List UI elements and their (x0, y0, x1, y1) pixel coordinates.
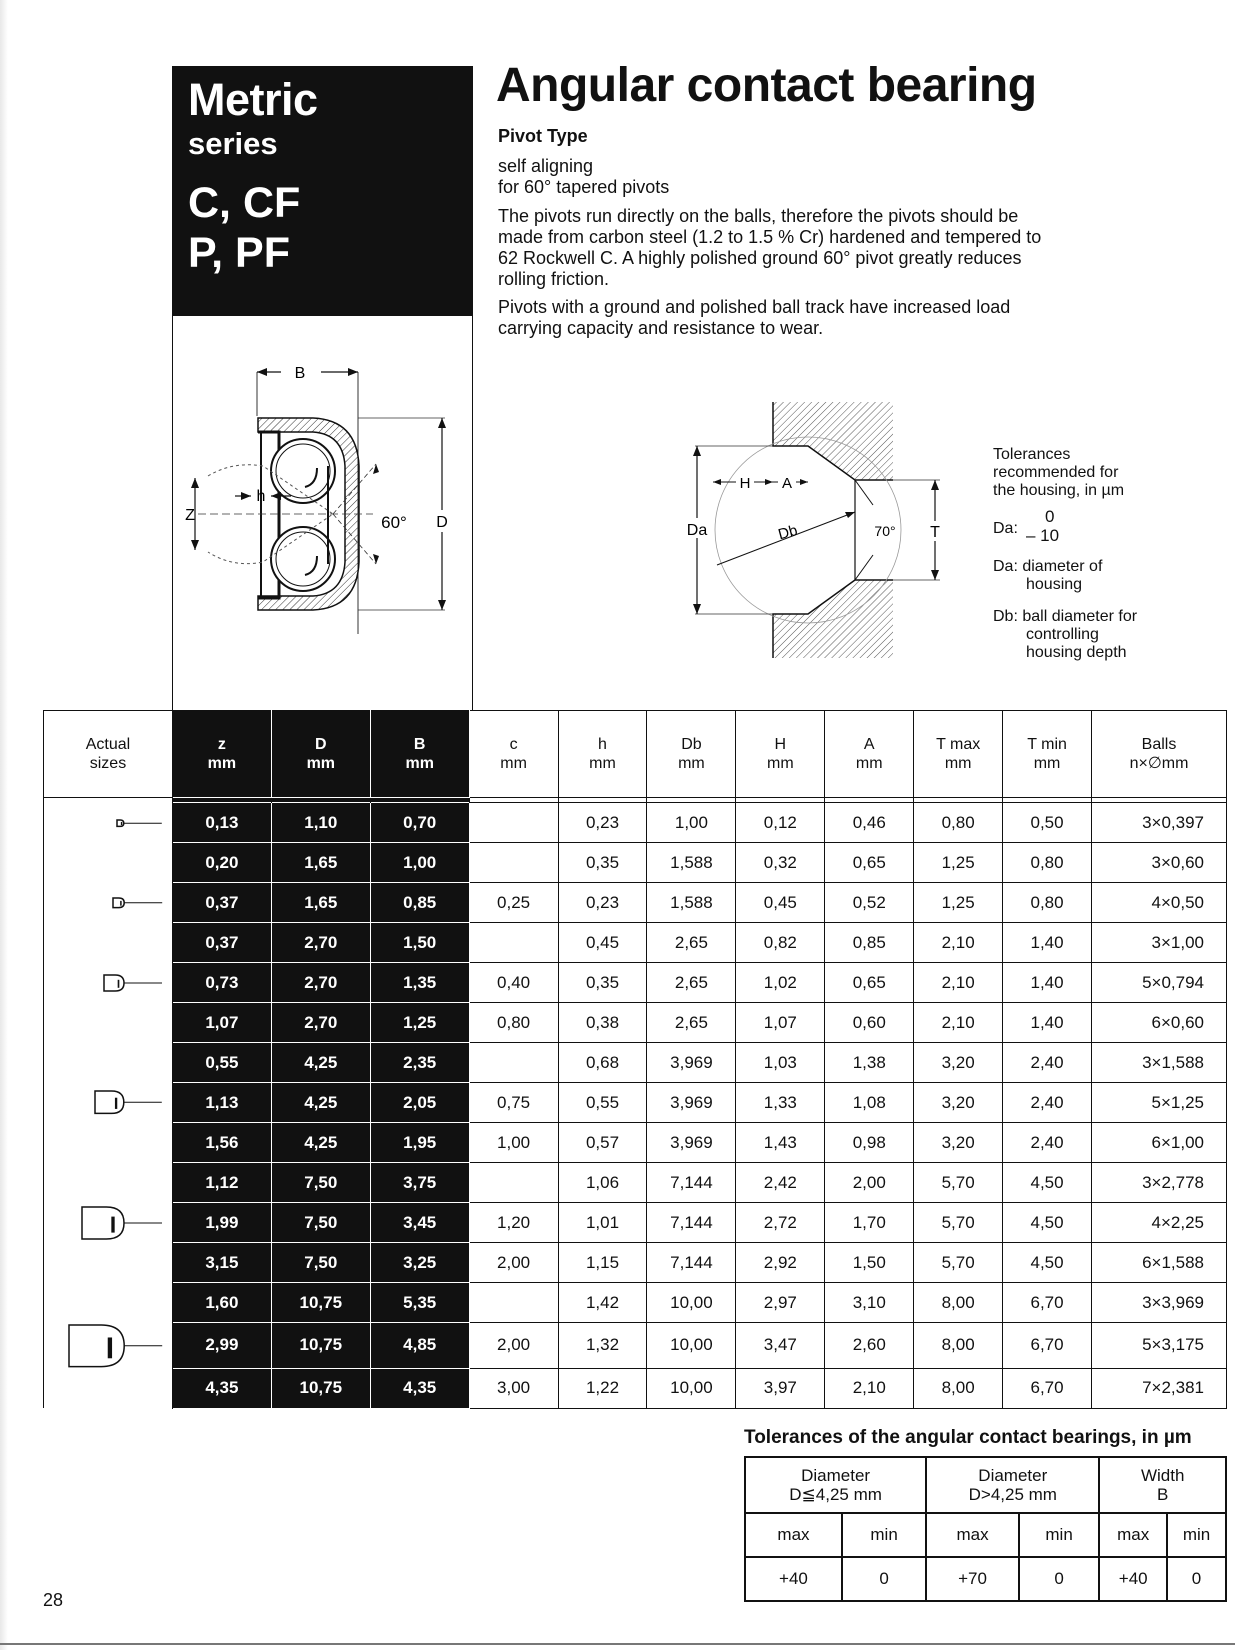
tol-group-diameter-small: Diameter D≦4,25 mm (745, 1457, 926, 1513)
table-cell-z: 1,13 (172, 1083, 271, 1123)
header-h: h mm (558, 711, 647, 798)
table-cell-balls: 5×1,25 (1092, 1083, 1227, 1123)
bearing-size-icon (93, 1089, 164, 1115)
tol-subheader-row (745, 1513, 1226, 1557)
housing-cross-section-diagram (665, 400, 955, 662)
actual-size-cell (44, 1203, 173, 1243)
table-cell-db: 10,00 (647, 1368, 736, 1408)
table-cell-b: 1,95 (370, 1123, 469, 1163)
table-cell-t-max: 5,70 (914, 1243, 1003, 1283)
table-cell-t-min: 0,50 (1003, 803, 1092, 843)
table-cell-c: 2,00 (469, 1243, 558, 1283)
table-cell-db: 3,969 (647, 1043, 736, 1083)
table-cell-b: 1,25 (370, 1003, 469, 1043)
bearing-tolerances-title: Tolerances of the angular contact bearings, in µm (744, 1427, 1192, 1448)
header-balls: Balls n×∅mm (1092, 711, 1227, 798)
table-cell-b: 3,75 (370, 1163, 469, 1203)
table-cell-c: 0,40 (469, 963, 558, 1003)
series-types-line2: P, PF (188, 229, 290, 277)
table-cell-z: 0,55 (172, 1043, 271, 1083)
table-cell-db: 1,588 (647, 883, 736, 923)
table-cell-db: 3,969 (647, 1083, 736, 1123)
table-cell-h: 3,47 (736, 1323, 825, 1369)
table-cell-b: 3,45 (370, 1203, 469, 1243)
track-line-1: Pivots with a ground and polished ball track have increased load (498, 297, 1011, 317)
bearing-dimensions-table (43, 710, 1227, 1409)
header-db: Db mm (647, 711, 736, 798)
table-cell-db: 10,00 (647, 1283, 736, 1323)
series-metric: Metric (188, 74, 318, 125)
tol-sub-max: max (926, 1513, 1019, 1557)
table-cell-db: 3,969 (647, 1123, 736, 1163)
table-cell-db: 1,588 (647, 843, 736, 883)
table-cell-balls: 4×2,25 (1092, 1203, 1227, 1243)
table-cell-t-min: 1,40 (1003, 1003, 1092, 1043)
table-cell-t-max: 1,25 (914, 883, 1003, 923)
table-cell-h: 2,92 (736, 1243, 825, 1283)
table-cell-t-min: 0,80 (1003, 843, 1092, 883)
bearing-size-icon (67, 1323, 164, 1369)
table-cell-balls: 3×0,397 (1092, 803, 1227, 843)
tol-group-width: Width B (1099, 1457, 1226, 1513)
table-cell-d: 1,65 (271, 883, 370, 923)
table-cell-c (469, 1163, 558, 1203)
series-word: series (188, 126, 278, 161)
table-cell-z: 0,37 (172, 883, 271, 923)
label-b: B (294, 365, 306, 382)
material-line-1: The pivots run directly on the balls, therefore the pivots should be (498, 206, 1019, 226)
db-description-2: controlling (1026, 626, 1099, 643)
label-h: h (256, 488, 266, 505)
table-cell-d: 7,50 (271, 1163, 370, 1203)
label-t: T (930, 524, 940, 541)
table-cell-z: 0,37 (172, 923, 271, 963)
table-cell-db: 7,144 (647, 1163, 736, 1203)
bottom-rule (0, 1643, 1235, 1645)
table-cell-h: 1,43 (736, 1123, 825, 1163)
table-cell-balls: 3×2,778 (1092, 1163, 1227, 1203)
label-housing-a: A (781, 475, 793, 492)
da-tolerance-lower: – 10 (1026, 526, 1060, 545)
table-row (44, 1043, 1227, 1083)
table-cell-h: 0,45 (558, 923, 647, 963)
table-cell-z: 1,56 (172, 1123, 271, 1163)
actual-size-cell (44, 1243, 173, 1283)
table-cell-a: 0,52 (825, 883, 914, 923)
table-cell-z: 2,99 (172, 1323, 271, 1369)
header-t-min: T min mm (1003, 711, 1092, 798)
label-db: Db (776, 521, 800, 544)
table-cell-z: 4,35 (172, 1368, 271, 1408)
table-cell-balls: 3×0,60 (1092, 843, 1227, 883)
table-row (44, 1163, 1227, 1203)
page-subtitle: Pivot Type (498, 126, 588, 146)
table-cell-t-max: 2,10 (914, 1003, 1003, 1043)
table-cell-t-max: 8,00 (914, 1283, 1003, 1323)
table-cell-balls: 6×1,00 (1092, 1123, 1227, 1163)
table-cell-b: 5,35 (370, 1283, 469, 1323)
table-cell-h: 1,03 (736, 1043, 825, 1083)
label-housing-h: H (739, 475, 751, 492)
header-d: D mm (271, 711, 370, 798)
da-tolerance (993, 506, 1137, 550)
label-d: D (436, 514, 448, 531)
pivot-track-paragraph (498, 297, 1138, 339)
table-cell-d: 4,25 (271, 1123, 370, 1163)
tol-sub-min: min (1019, 1513, 1100, 1557)
tol-value: +40 (1099, 1557, 1167, 1601)
housing-diagram-panel (665, 400, 955, 662)
table-cell-c (469, 1043, 558, 1083)
tol-note-line-2: recommended for (993, 464, 1119, 481)
tol-sub-max: max (1099, 1513, 1167, 1557)
bearing-tolerances-table (744, 1456, 1227, 1602)
table-cell-z: 0,13 (172, 803, 271, 843)
header-actual-sizes: Actual sizes (44, 711, 173, 798)
actual-size-cell (44, 883, 173, 923)
table-cell-d: 2,70 (271, 923, 370, 963)
table-row (44, 923, 1227, 963)
table-cell-z: 0,20 (172, 843, 271, 883)
table-cell-c (469, 1283, 558, 1323)
page-edge-shadow (0, 0, 8, 1650)
intro-line-2: for 60° tapered pivots (498, 177, 670, 197)
table-cell-h: 0,35 (558, 843, 647, 883)
actual-size-cell (44, 1163, 173, 1203)
table-cell-a: 0,98 (825, 1123, 914, 1163)
table-row (44, 803, 1227, 843)
table-cell-a: 2,00 (825, 1163, 914, 1203)
table-cell-db: 2,65 (647, 923, 736, 963)
table-cell-z: 1,60 (172, 1283, 271, 1323)
intro-paragraph (498, 156, 1138, 198)
table-row (44, 1203, 1227, 1243)
header-t-max: T max mm (914, 711, 1003, 798)
table-cell-a: 1,50 (825, 1243, 914, 1283)
bearing-size-icon (115, 818, 164, 828)
bearing-cross-section-diagram (173, 316, 472, 710)
table-row (44, 1243, 1227, 1283)
table-cell-db: 10,00 (647, 1323, 736, 1369)
actual-size-cell (44, 1003, 173, 1043)
table-cell-h: 1,33 (736, 1083, 825, 1123)
label-da: Da (686, 522, 708, 539)
table-cell-z: 1,99 (172, 1203, 271, 1243)
track-line-2: carrying capacity and resistance to wear. (498, 318, 824, 338)
table-cell-a: 0,65 (825, 963, 914, 1003)
table-header-row (44, 711, 1227, 798)
page-title: Angular contact bearing (496, 59, 1037, 112)
table-cell-c: 1,20 (469, 1203, 558, 1243)
table-cell-h: 1,01 (558, 1203, 647, 1243)
db-description-1: Db: ball diameter for (993, 608, 1138, 625)
table-cell-d: 10,75 (271, 1283, 370, 1323)
table-cell-a: 3,10 (825, 1283, 914, 1323)
label-70-degree: 70° (874, 523, 896, 539)
table-cell-c: 1,00 (469, 1123, 558, 1163)
table-cell-d: 10,75 (271, 1323, 370, 1369)
table-cell-b: 4,85 (370, 1323, 469, 1369)
table-cell-d: 10,75 (271, 1368, 370, 1408)
table-cell-t-min: 1,40 (1003, 923, 1092, 963)
da-tolerance-upper: 0 (1045, 507, 1055, 526)
actual-size-cell (44, 843, 173, 883)
header-a: A mm (825, 711, 914, 798)
table-cell-balls: 6×1,588 (1092, 1243, 1227, 1283)
table-cell-c: 2,00 (469, 1323, 558, 1369)
table-cell-h: 0,57 (558, 1123, 647, 1163)
table-cell-t-min: 4,50 (1003, 1163, 1092, 1203)
table-cell-h: 0,12 (736, 803, 825, 843)
table-cell-db: 7,144 (647, 1203, 736, 1243)
table-cell-a: 2,60 (825, 1323, 914, 1369)
table-cell-c (469, 803, 558, 843)
table-row (44, 843, 1227, 883)
actual-size-cell (44, 1083, 173, 1123)
table-cell-t-min: 0,80 (1003, 883, 1092, 923)
page-number: 28 (43, 1590, 64, 1610)
table-row (44, 1323, 1227, 1369)
table-cell-t-max: 8,00 (914, 1323, 1003, 1369)
table-cell-balls: 5×0,794 (1092, 963, 1227, 1003)
table-cell-b: 1,35 (370, 963, 469, 1003)
tol-sub-max: max (745, 1513, 842, 1557)
table-cell-a: 1,38 (825, 1043, 914, 1083)
table-cell-d: 7,50 (271, 1243, 370, 1283)
table-cell-t-max: 2,10 (914, 963, 1003, 1003)
table-cell-t-min: 2,40 (1003, 1123, 1092, 1163)
table-cell-b: 0,70 (370, 803, 469, 843)
table-cell-h: 0,23 (558, 803, 647, 843)
tol-sub-min: min (1167, 1513, 1226, 1557)
table-cell-balls: 3×1,00 (1092, 923, 1227, 963)
table-cell-balls: 5×3,175 (1092, 1323, 1227, 1369)
table-cell-c: 0,80 (469, 1003, 558, 1043)
actual-size-cell (44, 963, 173, 1003)
table-cell-a: 0,46 (825, 803, 914, 843)
table-cell-t-min: 1,40 (1003, 963, 1092, 1003)
material-line-4: rolling friction. (498, 269, 610, 289)
tol-value-row (745, 1557, 1226, 1601)
da-description-2: housing (1026, 576, 1083, 593)
table-cell-a: 0,85 (825, 923, 914, 963)
table-cell-h: 1,07 (736, 1003, 825, 1043)
table-cell-h: 0,32 (736, 843, 825, 883)
table-cell-db: 7,144 (647, 1243, 736, 1283)
tol-value: +70 (926, 1557, 1019, 1601)
table-cell-a: 0,60 (825, 1003, 914, 1043)
table-row (44, 1003, 1227, 1043)
table-cell-h: 1,02 (736, 963, 825, 1003)
actual-size-cell (44, 923, 173, 963)
header-b: B mm (370, 711, 469, 798)
tol-note-line-1: Tolerances (993, 446, 1071, 463)
table-cell-db: 2,65 (647, 963, 736, 1003)
table-cell-h: 1,22 (558, 1368, 647, 1408)
pivot-material-paragraph (498, 206, 1138, 290)
actual-size-cell (44, 1368, 173, 1408)
table-cell-t-max: 5,70 (914, 1163, 1003, 1203)
table-cell-d: 4,25 (271, 1043, 370, 1083)
table-cell-h: 1,32 (558, 1323, 647, 1369)
table-cell-h: 2,72 (736, 1203, 825, 1243)
actual-size-cell (44, 1283, 173, 1323)
table-cell-t-max: 2,10 (914, 923, 1003, 963)
table-cell-t-min: 4,50 (1003, 1203, 1092, 1243)
table-cell-h: 0,68 (558, 1043, 647, 1083)
da-tolerance-label: Da: (993, 520, 1018, 537)
table-cell-d: 1,10 (271, 803, 370, 843)
da-description-1: Da: diameter of (993, 558, 1103, 575)
tol-note-line-3: the housing, in µm (993, 482, 1125, 499)
table-cell-t-max: 5,70 (914, 1203, 1003, 1243)
table-cell-h: 1,15 (558, 1243, 647, 1283)
table-row (44, 1283, 1227, 1323)
table-cell-balls: 4×0,50 (1092, 883, 1227, 923)
header-c: c mm (469, 711, 558, 798)
table-cell-t-max: 8,00 (914, 1368, 1003, 1408)
table-cell-b: 3,25 (370, 1243, 469, 1283)
table-row (44, 1368, 1227, 1408)
table-cell-d: 4,25 (271, 1083, 370, 1123)
table-cell-c: 0,25 (469, 883, 558, 923)
table-cell-h: 0,38 (558, 1003, 647, 1043)
table-cell-t-max: 3,20 (914, 1123, 1003, 1163)
table-cell-t-min: 2,40 (1003, 1043, 1092, 1083)
actual-size-cell (44, 1323, 173, 1369)
table-cell-h: 0,55 (558, 1083, 647, 1123)
table-cell-a: 2,10 (825, 1368, 914, 1408)
table-cell-b: 0,85 (370, 883, 469, 923)
table-cell-b: 1,00 (370, 843, 469, 883)
bearing-size-icon (111, 896, 164, 910)
table-cell-t-max: 1,25 (914, 843, 1003, 883)
table-cell-h: 0,35 (558, 963, 647, 1003)
label-60-degree: 60° (381, 513, 407, 532)
table-cell-db: 2,65 (647, 1003, 736, 1043)
table-cell-z: 1,07 (172, 1003, 271, 1043)
table-cell-b: 2,05 (370, 1083, 469, 1123)
table-row (44, 883, 1227, 923)
table-cell-d: 2,70 (271, 963, 370, 1003)
tol-value: 0 (1167, 1557, 1226, 1601)
actual-size-cell (44, 803, 173, 843)
table-cell-d: 2,70 (271, 1003, 370, 1043)
table-cell-c: 3,00 (469, 1368, 558, 1408)
table-cell-t-min: 6,70 (1003, 1283, 1092, 1323)
table-cell-balls: 6×0,60 (1092, 1003, 1227, 1043)
material-line-3: 62 Rockwell C. A highly polished ground 60° pivot greatly reduces (498, 248, 1022, 268)
table-cell-h: 1,06 (558, 1163, 647, 1203)
table-cell-balls: 3×1,588 (1092, 1043, 1227, 1083)
table-cell-z: 0,73 (172, 963, 271, 1003)
actual-size-cell (44, 1123, 173, 1163)
tol-value: 0 (1019, 1557, 1100, 1601)
table-cell-d: 7,50 (271, 1203, 370, 1243)
table-cell-db: 1,00 (647, 803, 736, 843)
bearing-diagram-panel (172, 316, 473, 710)
bearing-size-icon (102, 973, 164, 993)
table-cell-t-max: 3,20 (914, 1043, 1003, 1083)
bearing-size-icon (80, 1205, 164, 1241)
table-cell-h: 0,23 (558, 883, 647, 923)
table-body (44, 798, 1227, 1409)
tol-value: +40 (745, 1557, 842, 1601)
table-cell-h: 2,97 (736, 1283, 825, 1323)
table-cell-t-min: 4,50 (1003, 1243, 1092, 1283)
table-cell-a: 1,08 (825, 1083, 914, 1123)
table-cell-b: 4,35 (370, 1368, 469, 1408)
table-cell-a: 0,65 (825, 843, 914, 883)
housing-tolerance-note (993, 446, 1137, 662)
header-z: z mm (172, 711, 271, 798)
label-z: Z (185, 507, 195, 524)
table-row (44, 1083, 1227, 1123)
table-cell-h: 0,45 (736, 883, 825, 923)
table-row (44, 963, 1227, 1003)
table-cell-t-max: 0,80 (914, 803, 1003, 843)
table-cell-h: 0,82 (736, 923, 825, 963)
tol-value: 0 (842, 1557, 926, 1601)
table-cell-c (469, 923, 558, 963)
table-cell-t-min: 6,70 (1003, 1368, 1092, 1408)
table-cell-c (469, 843, 558, 883)
series-types (188, 178, 300, 278)
actual-size-cell (44, 1043, 173, 1083)
header-housing-h: H mm (736, 711, 825, 798)
table-row (44, 1123, 1227, 1163)
table-cell-h: 2,42 (736, 1163, 825, 1203)
table-cell-a: 1,70 (825, 1203, 914, 1243)
material-line-2: made from carbon steel (1.2 to 1.5 % Cr) hardened and tempered to (498, 227, 1042, 247)
intro-line-1: self aligning (498, 156, 594, 176)
db-description-3: housing depth (1026, 644, 1127, 661)
table-cell-d: 1,65 (271, 843, 370, 883)
table-cell-t-max: 3,20 (914, 1083, 1003, 1123)
series-types-line1: C, CF (188, 179, 301, 227)
table-cell-t-min: 6,70 (1003, 1323, 1092, 1369)
table-cell-z: 1,12 (172, 1163, 271, 1203)
table-cell-balls: 3×3,969 (1092, 1283, 1227, 1323)
table-cell-c: 0,75 (469, 1083, 558, 1123)
table-cell-z: 3,15 (172, 1243, 271, 1283)
table-cell-balls: 7×2,381 (1092, 1368, 1227, 1408)
tol-sub-min: min (842, 1513, 926, 1557)
series-label-box (172, 66, 473, 316)
table-cell-b: 1,50 (370, 923, 469, 963)
tol-group-diameter-large: Diameter D>4,25 mm (926, 1457, 1099, 1513)
table-cell-b: 2,35 (370, 1043, 469, 1083)
table-cell-t-min: 2,40 (1003, 1083, 1092, 1123)
tol-group-row (745, 1457, 1226, 1513)
table-cell-h: 3,97 (736, 1368, 825, 1408)
table-cell-h: 1,42 (558, 1283, 647, 1323)
